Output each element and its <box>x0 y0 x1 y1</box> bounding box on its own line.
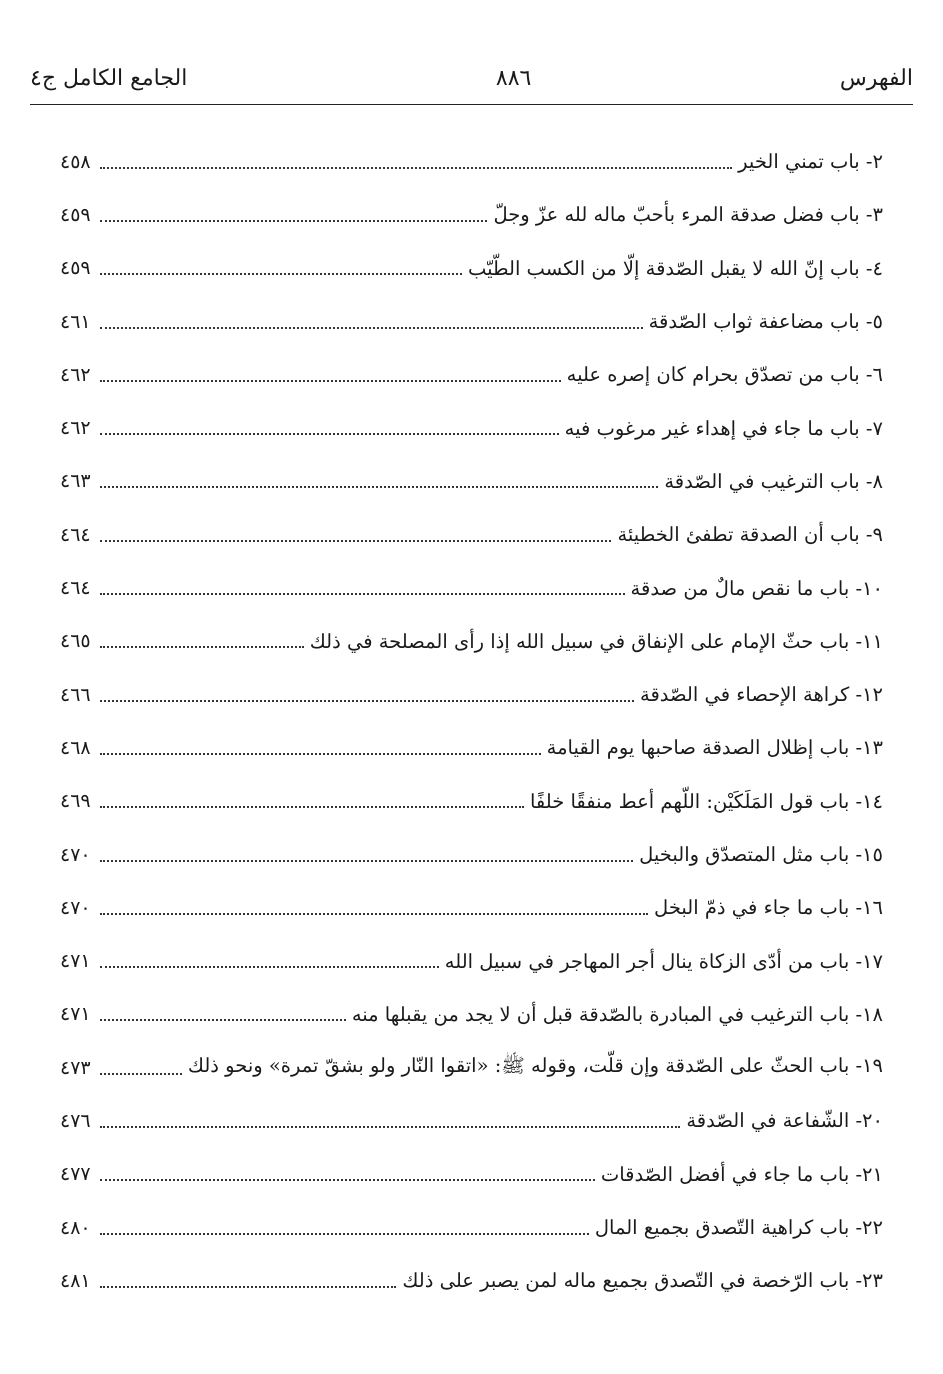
table-of-contents <box>60 135 883 1308</box>
toc-entry <box>60 881 883 934</box>
entry-page-number: ٤٥٩ <box>60 203 91 226</box>
book-title: الجامع الكامل ج٤ <box>30 65 188 91</box>
toc-entry <box>60 775 883 828</box>
toc-entry <box>60 1148 883 1201</box>
dot-leader <box>100 753 541 755</box>
entry-title: ٤- باب إنّ الله لا يقبل الصّدقة إلّا من الكسب الطّيّب <box>467 256 883 280</box>
dot-leader <box>100 913 648 915</box>
header-divider <box>30 104 913 105</box>
dot-leader <box>100 327 643 329</box>
entry-title: ٧- باب ما جاء في إهداء غير مرغوب فيه <box>564 416 883 440</box>
entry-page-number: ٤٦٥ <box>60 630 91 653</box>
entry-title: ١٠- باب ما نقص مالٌ من صدقة <box>630 576 883 600</box>
toc-entry <box>60 1254 883 1307</box>
entry-title: ٦- باب من تصدّق بحرام كان إصره عليه <box>566 363 883 387</box>
entry-page-number: ٤٧٣ <box>60 1056 91 1079</box>
entry-page-number: ٤٦٨ <box>60 736 91 759</box>
entry-title: ١٧- باب من أدّى الزكاة ينال أجر المهاجر في سبيل الله <box>444 949 883 973</box>
toc-entry <box>60 561 883 614</box>
entry-page-number: ٤٦٢ <box>60 363 91 386</box>
entry-page-number: ٤٦٣ <box>60 470 91 493</box>
toc-entry <box>60 988 883 1041</box>
entry-title: ١٥- باب مثل المتصدّق والبخيل <box>639 843 883 866</box>
entry-title: ٨- باب الترغيب في الصّدقة <box>664 469 883 493</box>
dot-leader <box>100 593 625 595</box>
entry-page-number: ٤٧١ <box>60 1003 91 1026</box>
toc-entry <box>60 934 883 987</box>
page-number: ٨٨٦ <box>495 65 532 91</box>
toc-entry <box>60 295 883 348</box>
dot-leader <box>100 806 524 808</box>
entry-page-number: ٤٨٠ <box>60 1216 91 1239</box>
entry-page-number: ٤٥٨ <box>60 150 91 173</box>
dot-leader <box>100 540 611 542</box>
entry-title: ٩- باب أن الصدقة تطفئ الخطيئة <box>617 523 883 547</box>
dot-leader <box>100 646 304 648</box>
entry-page-number: ٤٦٢ <box>60 417 91 440</box>
entry-title: ٢٣- باب الرّخصة في التّصدق بجميع ماله لمن يصبر على ذلك <box>402 1269 883 1293</box>
dot-leader <box>100 1179 595 1181</box>
entry-page-number: ٤٥٩ <box>60 257 91 280</box>
toc-entry <box>60 668 883 721</box>
entry-title: ٢٢- باب كراهية التّصدق بجميع المال <box>594 1216 883 1240</box>
dot-leader <box>100 1126 680 1128</box>
dot-leader <box>100 1233 589 1235</box>
dot-leader <box>100 486 658 488</box>
dot-leader <box>100 273 462 275</box>
entry-title: ٥- باب مضاعفة ثواب الصّدقة <box>648 310 883 334</box>
entry-page-number: ٤٦٩ <box>60 790 91 813</box>
dot-leader <box>100 1073 182 1075</box>
entry-title: ٢- باب تمني الخير <box>738 150 883 174</box>
entry-title: ١٩- باب الحثّ على الصّدقة وإن قلّت، وقوله ﷺ: «اتقوا النّار ولو بشقّ تمرة» ونحو ذلك <box>187 1053 883 1077</box>
toc-entry <box>60 828 883 881</box>
entry-title: ٢١- باب ما جاء في أفضل الصّدقات <box>600 1162 883 1186</box>
entry-page-number: ٤٧١ <box>60 950 91 973</box>
entry-page-number: ٤٨١ <box>60 1269 91 1292</box>
entry-page-number: ٤٧٦ <box>60 1109 91 1132</box>
entry-title: ١٤- باب قول المَلَكَيْن: اللّهم أعط منفقًا خلفًا <box>529 789 883 813</box>
toc-entry <box>60 1041 883 1094</box>
dot-leader <box>100 220 487 222</box>
dot-leader <box>100 860 633 862</box>
dot-leader <box>100 1019 346 1021</box>
toc-entry <box>60 348 883 401</box>
dot-leader <box>100 167 732 169</box>
toc-entry <box>60 455 883 508</box>
entry-page-number: ٤٧٠ <box>60 896 91 919</box>
entry-page-number: ٤٦٤ <box>60 523 91 546</box>
entry-page-number: ٤٦٦ <box>60 683 91 706</box>
toc-entry <box>60 401 883 454</box>
entry-title: ١٣- باب إظلال الصدقة صاحبها يوم القيامة <box>546 736 883 760</box>
dot-leader <box>100 1286 396 1288</box>
section-title: الفهرس <box>839 65 913 91</box>
toc-entry <box>60 1094 883 1147</box>
dot-leader <box>100 966 439 968</box>
entry-title: ١٢- كراهة الإحصاء في الصّدقة <box>639 683 883 707</box>
entry-page-number: ٤٦٤ <box>60 577 91 600</box>
toc-entry <box>60 188 883 241</box>
dot-leader <box>100 380 561 382</box>
toc-entry <box>60 615 883 668</box>
entry-title: ١٨- باب الترغيب في المبادرة بالصّدقة قبل أن لا يجد من يقبلها منه <box>351 1002 883 1026</box>
dot-leader <box>100 433 559 435</box>
entry-page-number: ٤٧٧ <box>60 1163 91 1186</box>
entry-title: ٣- باب فضل صدقة المرء بأحبّ ماله لله عزّ وجلّ <box>493 203 883 227</box>
entry-title: ١١- باب حثّ الإمام على الإنفاق في سبيل الله إذا رأى المصلحة في ذلك <box>309 629 883 653</box>
toc-entry <box>60 508 883 561</box>
entry-page-number: ٤٦١ <box>60 310 91 333</box>
toc-entry <box>60 135 883 188</box>
entry-title: ٢٠- الشّفاعة في الصّدقة <box>686 1109 883 1133</box>
toc-entry <box>60 242 883 295</box>
entry-page-number: ٤٧٠ <box>60 843 91 866</box>
entry-title: ١٦- باب ما جاء في ذمّ البخل <box>654 896 883 920</box>
toc-entry <box>60 1201 883 1254</box>
toc-entry <box>60 721 883 774</box>
page-header <box>30 60 913 96</box>
dot-leader <box>100 700 634 702</box>
